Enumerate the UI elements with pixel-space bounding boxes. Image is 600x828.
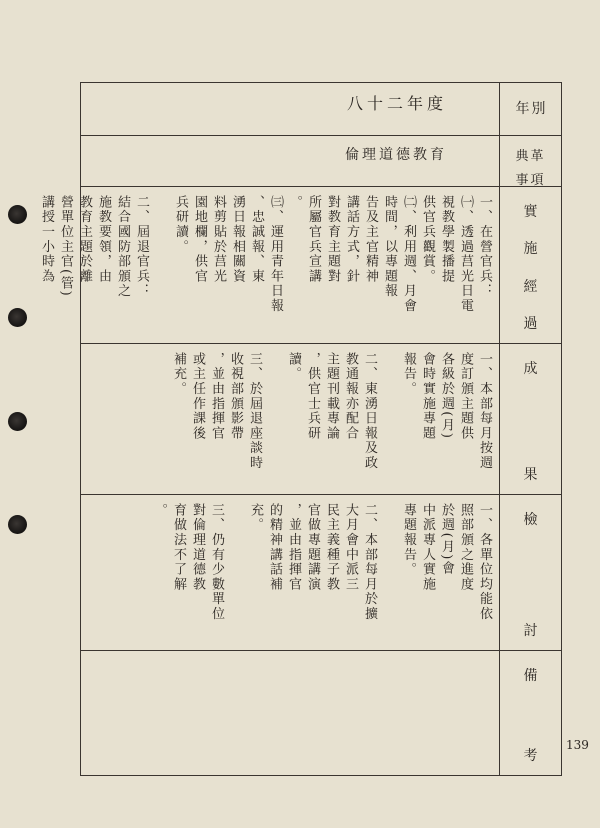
report-table [39,82,562,776]
section-gap [265,352,283,490]
text-column: 一、各單位均能依 [477,503,492,622]
text-column: 對倫理道德教 [190,503,205,592]
text-column: 湧日報相關資 [230,195,245,284]
binder-hole [8,205,27,224]
binder-hole [8,308,27,327]
text-column: 對教育主題對 [325,195,340,284]
text-column: 一、本部每月按週 [477,352,492,471]
text-column: 二、東湧日報及政 [362,352,377,471]
result-cell [81,344,500,495]
label-char: 備 [523,668,538,684]
text-column: 或主任作課後 [190,352,205,441]
text-column: 中派專人實施 [420,503,435,592]
text-column: 營單位主官(管) [58,195,73,298]
review-cell [81,495,500,651]
implementation-text [39,187,499,343]
text-column: 結合國防部頒之 [115,195,130,299]
topic-label-top: 典革 [515,149,546,164]
remark-label [500,651,561,775]
remark-cell [81,651,500,776]
text-column: 三、於屆退座談時 [247,352,262,471]
section-gap [380,503,398,646]
topic-cell [81,136,500,187]
text-column: 育做法不了解 [171,503,186,592]
text-column: 讀。 [286,352,301,382]
text-column: 所屬官兵宣講 [306,195,321,284]
text-column: 時間，以專題報 [382,195,397,299]
text-column: 。 [152,503,167,518]
text-column: 一、在營官兵： [477,195,492,299]
text-column: 視教學製播提 [439,195,454,284]
result-text [81,344,499,494]
text-column: 補充。 [171,352,186,397]
text-column: ㈡、利用週、月會 [401,195,416,314]
remark-label-cell [500,651,562,776]
text-column: 二、本部每月於擴 [362,503,377,622]
text-column: 。 [287,195,302,210]
text-column: 二、屆退官兵： [134,195,149,299]
label-char: 成 [523,361,538,377]
label-char: 實 [523,204,538,220]
section-gap [380,352,398,490]
year-label-cell [500,83,562,136]
text-column: 施教要領，由 [96,195,111,284]
text-column: 會時實施專題 [420,352,435,441]
text-column: 講話方式，針 [344,195,359,284]
text-column: ，供官士兵研 [305,352,320,441]
text-column: 報告。 [401,352,416,397]
label-char: 討 [523,623,538,639]
year-label: 年別 [515,101,548,117]
section-gap [227,503,245,646]
text-column: 主題刊載專論 [324,352,339,441]
text-column: 、忠誠報、東 [249,195,264,284]
text-column: 度訂頒主題供 [458,352,473,441]
implementation-label [500,187,561,343]
text-column: 園地欄，供官 [192,195,207,284]
year-cell [81,83,500,136]
label-char: 考 [523,748,538,764]
implementation-label-cell [500,187,562,344]
text-column: 兵研讀。 [173,195,188,255]
section-gap [152,195,170,339]
text-column: ㈢、運用青年日報 [268,195,283,314]
topic-value: 倫理道德教育 [345,147,447,163]
text-column: 供官兵觀賞。 [420,195,435,284]
text-column: 收視部頒影帶 [228,352,243,441]
year-value: 八十二年度 [346,94,447,113]
implementation-cell [39,187,500,344]
review-label-cell [500,495,562,651]
text-column: 的精神講話補 [267,503,282,592]
result-label-cell [500,344,562,495]
text-column: ，並由指揮官 [209,352,224,441]
binder-hole [8,412,27,431]
page-number: 139 [566,738,589,752]
topic-label-bottom: 事項 [515,173,546,188]
topic-label-cell [500,136,562,187]
text-column: 民主義種子教 [324,503,339,592]
text-column: ㈠、透過莒光日電 [458,195,473,314]
text-column: 教育主題於離 [77,195,92,284]
text-column: 料剪貼於莒光 [211,195,226,284]
label-char: 果 [523,467,538,483]
text-column: 大月會中派三 [343,503,358,592]
text-column: 充。 [248,503,263,533]
text-column: 教通報亦配合 [343,352,358,441]
label-char: 施 [523,241,538,258]
text-column: 三、仍有少數單位 [209,503,224,622]
text-column: 官做專題講演 [305,503,320,592]
text-column: 照部頒之進度 [458,503,473,592]
text-column: 告及主官精神 [363,195,378,284]
binder-hole [8,515,27,534]
review-label [500,495,561,650]
label-char: 過 [523,315,538,332]
text-column: 講授一小時為 [39,195,54,284]
review-text [81,495,499,650]
text-column: 各級於週(月) [439,352,454,440]
text-column: ，並由指揮官 [286,503,301,592]
label-char: 檢 [523,512,538,528]
label-char: 經 [523,278,538,295]
result-label [500,344,561,494]
text-column: 專題報告。 [401,503,416,577]
text-column: 於週(月)會 [439,503,454,576]
